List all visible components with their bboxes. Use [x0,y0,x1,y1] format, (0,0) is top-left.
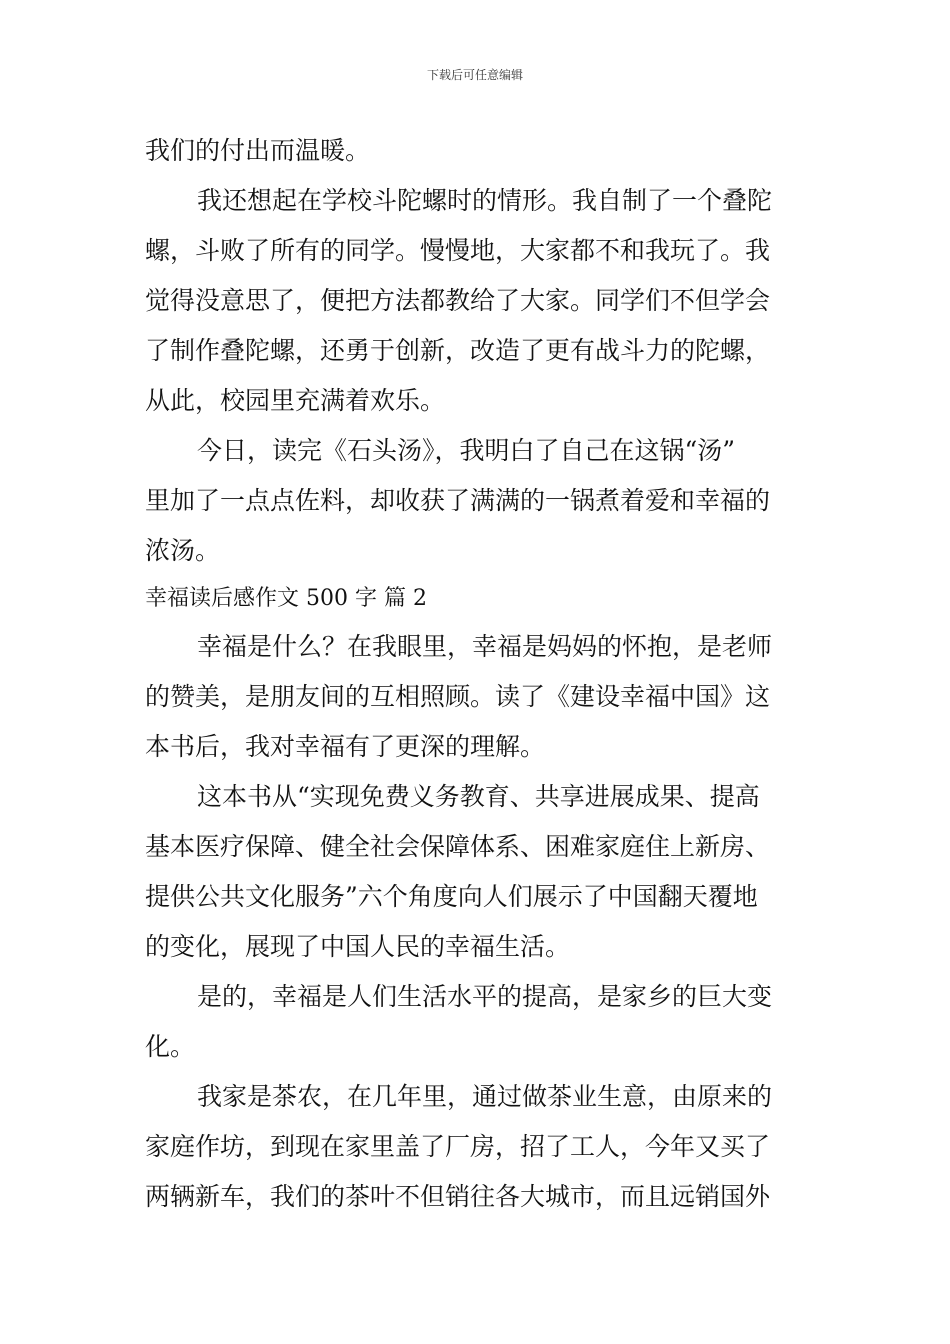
section-heading: 幸福读后感作文 500 字 篇 2 [145,586,427,611]
text-line: 里加了一点点佐料，却收获了满满的一锅煮着爱和幸福的 [145,486,771,515]
paragraph-start-line: 幸福是什么？在我眼里，幸福是妈妈的怀抱，是老师 [197,632,773,661]
text-line: 化。 [145,1032,196,1061]
text-line: 家庭作坊，到现在家里盖了厂房，招了工人，今年又买了 [145,1132,771,1161]
text-line: 觉得没意思了，便把方法都教给了大家。同学们不但学会 [145,286,771,315]
paragraph-start-line: 我还想起在学校斗陀螺时的情形。我自制了一个叠陀 [197,186,773,215]
text-line: 了制作叠陀螺，还勇于创新，改造了更有战斗力的陀螺， [145,336,771,365]
paragraph-start-line: 是的，幸福是人们生活水平的提高，是家乡的巨大变 [197,982,773,1011]
document-body [145,126,811,1222]
text-line: 的赞美，是朋友间的互相照顾。读了《建设幸福中国》这 [145,682,771,711]
text-line: 浓汤。 [145,536,221,565]
text-line: 提供公共文化服务”六个角度向人们展示了中国翻天覆地 [145,882,758,911]
text-line: 螺，斗败了所有的同学。慢慢地，大家都不和我玩了。我 [145,236,771,265]
page-header-note: 下载后可任意编辑 [426,68,523,82]
text-line: 本书后，我对幸福有了更深的理解。 [145,732,546,761]
paragraph-start-line: 这本书从“实现免费义务教育、共享进展成果、提高 [197,782,760,811]
paragraph-start-line: 我家是茶农，在几年里，通过做茶业生意，由原来的 [197,1082,773,1111]
text-line: 基本医疗保障、健全社会保障体系、困难家庭住上新房、 [145,832,771,861]
paragraph-start-line: 今日，读完《石头汤》，我明白了自己在这锅“汤” [197,436,736,465]
text-line: 的变化，展现了中国人民的幸福生活。 [145,932,571,961]
text-line: 两辆新车，我们的茶叶不但销往各大城市，而且远销国外 [145,1182,771,1211]
text-line: 我们的付出而温暖。 [145,136,371,165]
text-line: 从此，校园里充满着欢乐。 [145,386,446,415]
